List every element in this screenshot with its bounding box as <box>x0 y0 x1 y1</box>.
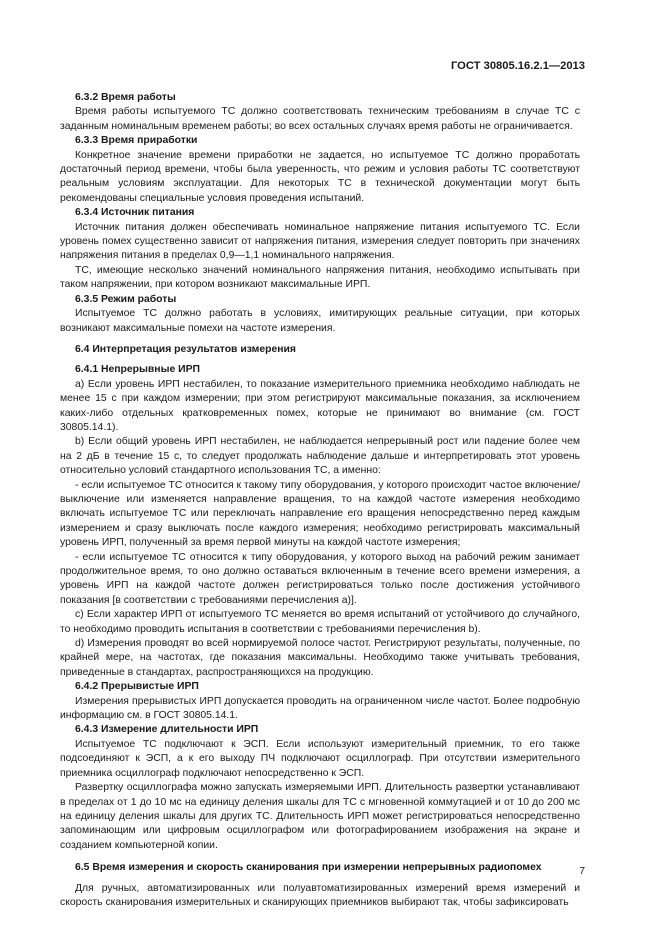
paragraph: d) Измерения проводят во всей нормируемой полосе частот. Регистрируют результаты, полученные, по крайней мере, на частотах, где показания максимальны. Необходимо также учитывать требования, приведенные в стандартах, распространяющихся на продукцию. <box>60 638 580 678</box>
paragraph: Конкретное значение времени приработки не задается, но испытуемое ТС должно проработать достаточный период времени, чтобы была уверенность, что режим и условия работы ТС соответствуют реальным условиям эксплуатации. Для некоторых ТС в технической документации могут быть рекомендованы специальные условия проведения испытаний. <box>60 149 580 204</box>
paragraph: а) Если уровень ИРП нестабилен, то показание измерительного приемника необходимо наблюдать не менее 15 с при каждом измерении; при этом регистрируют максимальные показания, за исключением каких-либо отдельных кратковременных помех, которые не принимают во внимание (см. ГОСТ 30805.14.1). <box>60 378 580 433</box>
paragraph: с) Если характер ИРП от испытуемого ТС меняется во время испытаний от устойчивого до случайного, то необходимо проводить испытания в соответствии с требованиями перечисления b). <box>60 609 580 635</box>
heading-6-3-4: 6.3.4 Источник питания <box>75 207 195 219</box>
heading-6-3-5: 6.3.5 Режим работы <box>75 293 177 305</box>
document-body <box>60 91 580 910</box>
paragraph: Развертку осциллографа можно запускать измеряемыми ИРП. Длительность развертки устанавливают в пределах от 1 до 10 мс на единицу деления шкалы для ТС с мгновенной коммутацией и от 10 до 200 мс на единицу деления шкалы для других ТС. Длительность ИРП может регистрироваться непосредственно запоминающим или цифровым осциллографом или фотографированием изображения на экране и созданием компьютерной копии. <box>60 782 580 851</box>
paragraph: Испытуемое ТС подключают к ЭСП. Если используют измерительный приемник, то его также подсоединяют к ЭСП, а к его выходу ПЧ подключают осциллограф. При отсутствии измерительного приемника осциллограф подключают непосредственно к ЭСП. <box>60 738 580 779</box>
heading-6-3-2: 6.3.2 Время работы <box>75 92 176 103</box>
heading-6-4-2: 6.4.2 Прерывистые ИРП <box>75 681 199 693</box>
paragraph: Испытуемое ТС должно работать в условиях, имитирующих реальные ситуации, при которых возникают максимальные помехи на частоте измерения. <box>60 308 580 334</box>
paragraph: Время работы испытуемого ТС должно соответствовать техническим требованиям в случае ТС с заданным номинальным временем работы; во всех остальных случаях время работы не ограничивается. <box>60 106 580 132</box>
list-item: - если испытуемое ТС относится к типу оборудования, у которого выход на рабочий режим занимает продолжительное время, то оно должно оставаться включенным в течение всего времени измерения, а уровень ИРП на каждой частоте должен регистрироваться только после достижения устойчивого показания [в соответствии с требованиями перечисления а)]. <box>60 551 580 606</box>
paragraph: Измерения прерывистых ИРП допускается проводить на ограниченном числе частот. Более подробную информацию см. в ГОСТ 30805.14.1. <box>60 695 580 722</box>
heading-6-4-3: 6.4.3 Измерение длительности ИРП <box>75 724 259 736</box>
document-header: ГОСТ 30805.16.2.1—2013 <box>450 60 585 72</box>
page-number: 7 <box>579 866 585 877</box>
heading-6-4-1: 6.4.1 Непрерывные ИРП <box>75 364 200 376</box>
paragraph: Источник питания должен обеспечивать номинальное напряжение питания испытуемого ТС. Если уровень помех существенно зависит от напряжения питания, измерения следует повторить при значениях напряжения питания в пределах 0,9—1,1 номинального напряжения. <box>60 221 580 262</box>
paragraph: b) Если общий уровень ИРП нестабилен, не наблюдается непрерывный рост или падение более чем на 2 дБ в течение 15 с, то следует продолжать наблюдение дальше и интерпретировать этот уровень относительно условий стандартного использования ТС, а именно: <box>60 436 580 477</box>
section-heading-6-5: 6.5 Время измерения и скорость сканирования при измерении непрерывных радиопомех <box>75 862 542 874</box>
list-item: - если испытуемое ТС относится к такому типу оборудования, у которого происходит частое включение/выключение или изменяется направление вращения, то на каждой частоте измерения необходимо включать испытуемое ТС или переключать направление его вращения непосредственно перед каждым измерением и сразу выключать после каждого измерения; необходимо регистрировать максимальный уровень ИРП, полученный за время первой минуты на каждой частоте измерения; <box>60 479 580 549</box>
paragraph: Для ручных, автоматизированных или полуавтоматизированных измерений время измерений и скорость сканирования измерительных и сканирующих приемников выбирают так, чтобы зафиксировать <box>60 882 580 908</box>
section-heading-6-4: 6.4 Интерпретация результатов измерения <box>75 343 296 355</box>
paragraph: ТС, имеющие несколько значений номинального напряжения питания, необходимо испытывать при таком напряжении, при котором возникают максимальные ИРП. <box>60 264 580 291</box>
heading-6-3-3: 6.3.3 Время приработки <box>75 135 198 147</box>
